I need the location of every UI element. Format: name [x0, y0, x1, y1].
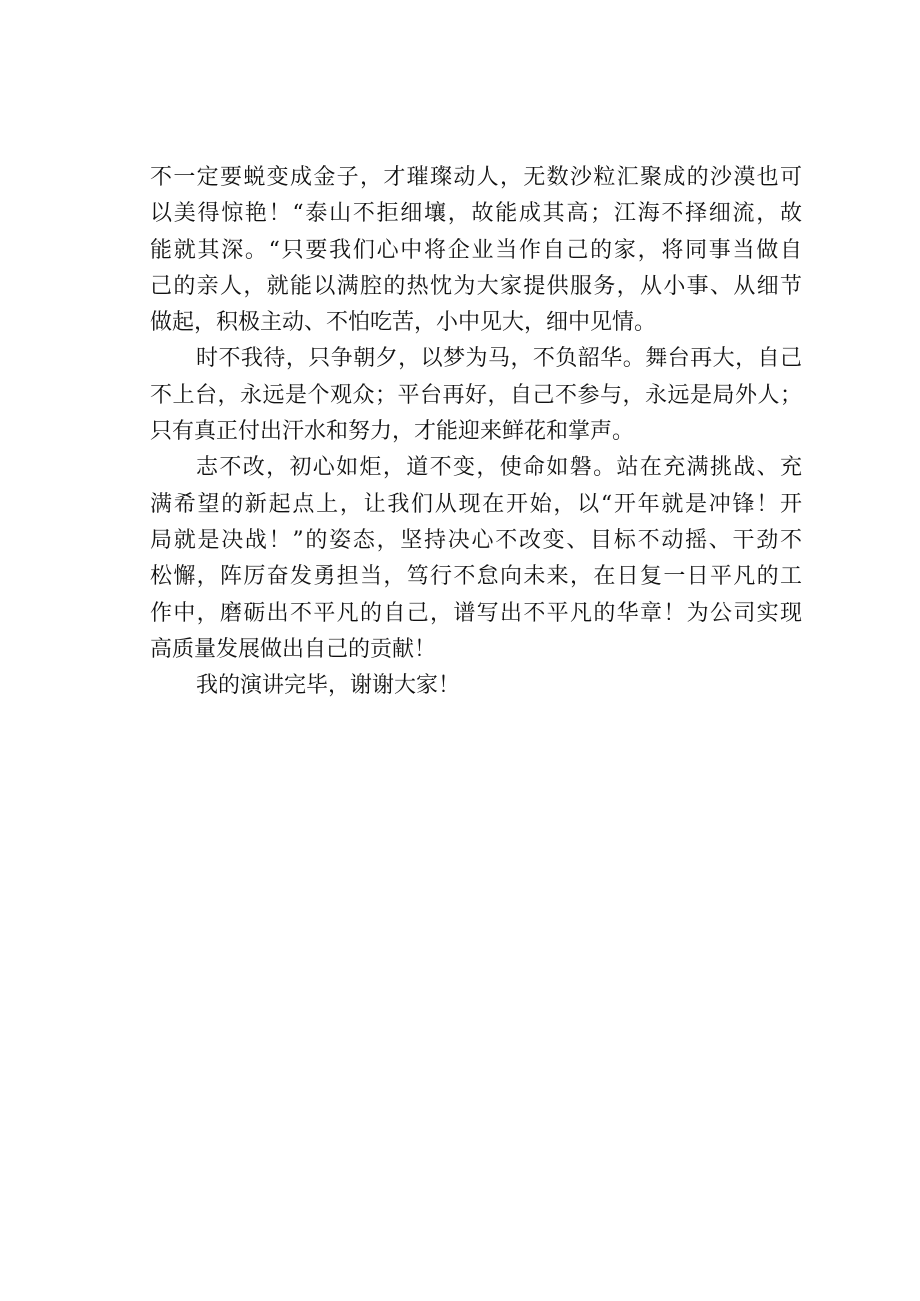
- paragraph: [150, 160, 802, 341]
- text-line: 以美得惊艳！“泰山不拒细壤，故能成其高；江海不择细流，故: [150, 201, 802, 227]
- paragraph: [150, 668, 802, 704]
- text-line: 能就其深。“只要我们心中将企业当作自己的家，将同事当做自: [150, 237, 802, 263]
- text-line: 做起，积极主动、不怕吃苦，小中见大，细中见情。: [150, 310, 657, 336]
- text-line: 松懈，阵厉奋发勇担当，笃行不怠向未来，在日复一日平凡的工: [150, 564, 802, 590]
- document-body: [150, 160, 802, 704]
- text-line: 满希望的新起点上，让我们从现在开始，以“开年就是冲锋！开: [150, 491, 802, 517]
- paragraph: [150, 450, 802, 668]
- text-line: 不上台，永远是个观众；平台再好，自己不参与，永远是局外人；: [150, 382, 802, 408]
- text-line: 局就是决战！”的姿态，坚持决心不改变、目标不动摇、干劲不: [150, 527, 802, 553]
- text-line: 志不改，初心如炬，道不变，使命如磐。站在充满挑战、充: [196, 455, 802, 481]
- text-line: 只有真正付出汗水和努力，才能迎来鲜花和掌声。: [150, 419, 635, 445]
- text-line: 己的亲人，就能以满腔的热忱为大家提供服务，从小事、从细节: [150, 273, 802, 299]
- text-line: 时不我待，只争朝夕，以梦为马，不负韶华。舞台再大，自己: [196, 346, 802, 372]
- text-line: 作中，磨砺出不平凡的自己，谱写出不平凡的华章！为公司实现: [150, 600, 802, 626]
- text-line: 不一定要蜕变成金子，才璀璨动人，无数沙粒汇聚成的沙漠也可: [150, 165, 802, 190]
- text-line: 我的演讲完毕，谢谢大家！: [196, 673, 461, 699]
- text-line: 高质量发展做出自己的贡献！: [150, 636, 437, 662]
- paragraph: [150, 341, 802, 450]
